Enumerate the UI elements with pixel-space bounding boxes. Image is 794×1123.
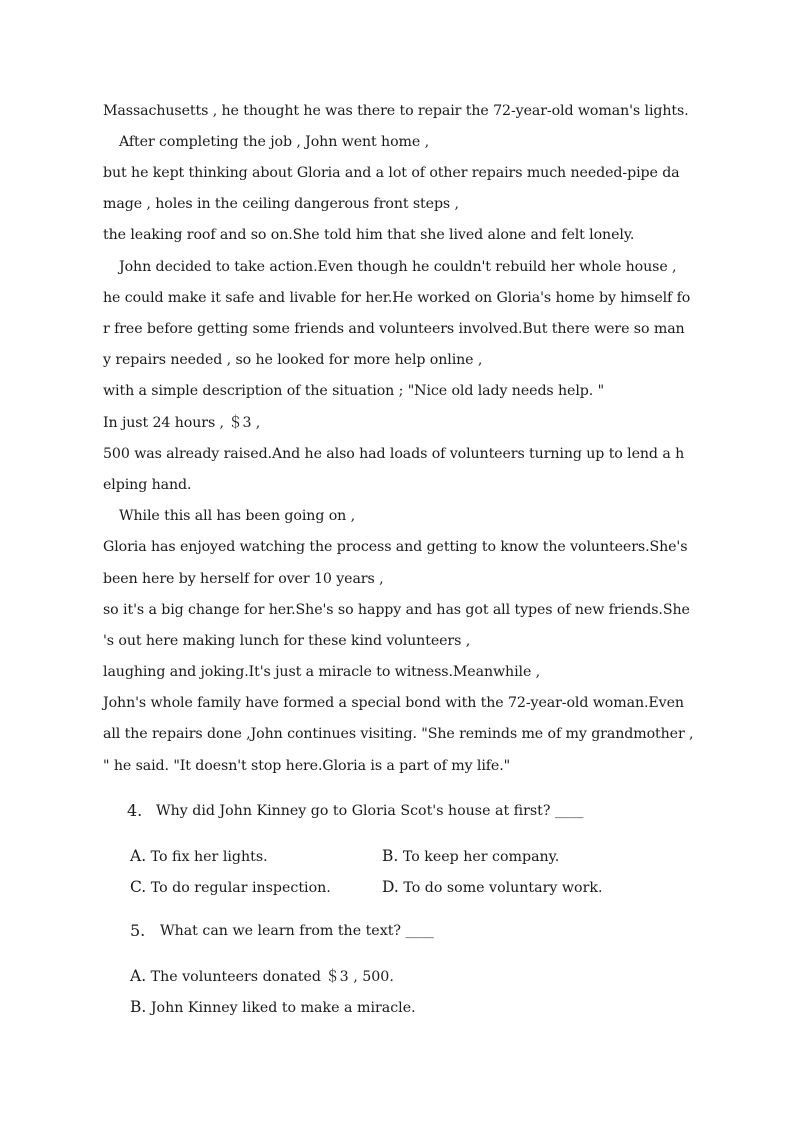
passage-line: y repairs needed , so he looked for more help online , [103, 352, 483, 368]
passage-line: After completing the job , John went home , [119, 134, 430, 150]
passage-line: mage , holes in the ceiling dangerous front steps , [103, 196, 459, 212]
option-b[interactable] [382, 847, 559, 866]
option-d[interactable] [382, 878, 602, 897]
passage-line: laughing and joking.It's just a miracle to witness.Meanwhile , [103, 664, 541, 680]
option-letter: C. [130, 878, 147, 896]
question-text: Why did John Kinney go to Gloria Scot's house at first? ____ [156, 803, 584, 819]
passage-line: he could make it safe and livable for her.He worked on Gloria's home by himself fo [103, 290, 691, 306]
passage-line: with a simple description of the situation ; "Nice old lady needs help. " [103, 383, 605, 399]
passage-line: so it's a big change for her.She's so happy and has got all types of new friends.She [103, 602, 690, 618]
option-letter: A. [130, 847, 147, 865]
passage-line: been here by herself for over 10 years , [103, 571, 384, 587]
passage-line: " he said. "It doesn't stop here.Gloria is a part of my life." [103, 758, 511, 774]
passage-line: elping hand. [103, 477, 192, 493]
option-c[interactable] [130, 878, 331, 897]
passage-line: Gloria has enjoyed watching the process and getting to know the volunteers.She's [103, 539, 688, 555]
passage-line: While this all has been going on , [119, 508, 356, 524]
passage-line: John decided to take action.Even though he couldn't rebuild her whole house , [119, 259, 677, 275]
option-letter: B. [130, 998, 147, 1016]
passage-line: the leaking roof and so on.She told him that she lived alone and felt lonely. [103, 227, 635, 243]
option-b[interactable] [130, 998, 416, 1017]
passage-line: 500 was already raised.And he also had loads of volunteers turning up to lend a h [103, 446, 685, 462]
passage-line: but he kept thinking about Gloria and a lot of other repairs much needed-pipe da [103, 165, 680, 181]
passage-line: all the repairs done ,John continues visiting. "She reminds me of my grandmother , [103, 726, 694, 742]
passage-line: 's out here making lunch for these kind volunteers , [103, 633, 471, 649]
question-number: 4. [127, 801, 143, 820]
passage-line: John's whole family have formed a special bond with the 72-year-old woman.Even [103, 695, 684, 711]
option-text: To keep her company. [402, 849, 560, 865]
option-text: The volunteers donated ＄3 , 500. [150, 969, 394, 985]
option-a[interactable] [130, 967, 394, 986]
passage-line: r free before getting some friends and volunteers involved.But there were so man [103, 321, 685, 337]
option-a[interactable] [130, 847, 268, 866]
option-text: To fix her lights. [150, 849, 268, 865]
passage-line: Massachusetts , he thought he was there to repair the 72-year-old woman's lights. [103, 103, 689, 119]
option-letter: B. [382, 847, 399, 865]
option-text: John Kinney liked to make a miracle. [150, 1000, 416, 1016]
passage-line: In just 24 hours , ＄3 , [103, 415, 261, 431]
option-letter: D. [382, 878, 399, 896]
option-text: To do some voluntary work. [403, 880, 603, 896]
question-text: What can we learn from the text? ____ [160, 923, 434, 939]
question-number: 5. [130, 921, 146, 940]
option-letter: A. [130, 967, 147, 985]
option-text: To do regular inspection. [150, 880, 331, 896]
